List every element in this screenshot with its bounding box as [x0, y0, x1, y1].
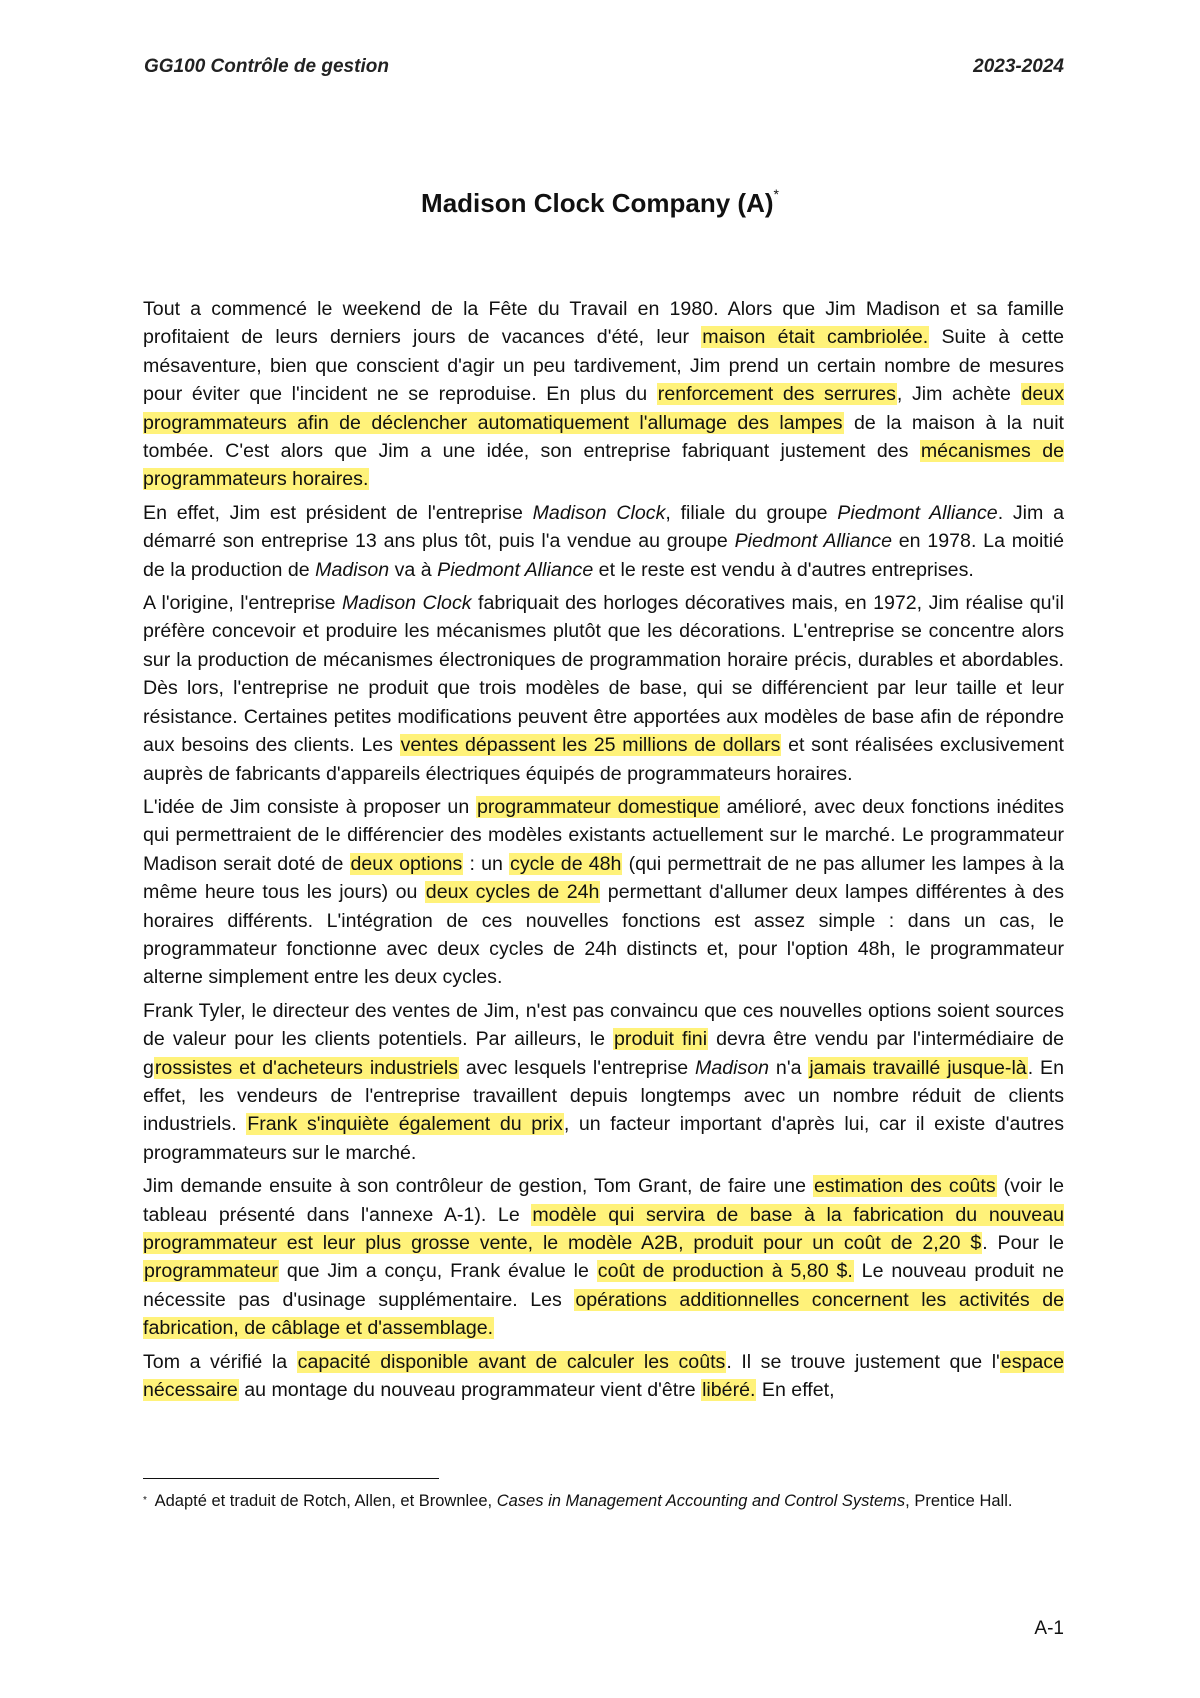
text-segment: , filiale du groupe [665, 501, 838, 524]
text-segment: Tom a vérifié la [143, 1350, 297, 1373]
highlighted-text: jamais travaillé jusque-là [809, 1056, 1027, 1079]
highlighted-text: estimation des coûts [813, 1175, 996, 1198]
text-segment: et sont réalisées exclusivement auprès de fabricants d'appareils électriques équipés de programmateurs horaires. [143, 734, 1065, 785]
text-segment: devra être vendu par l'intermédiaire de g [143, 1028, 1064, 1079]
highlighted-text: maison était cambriolée. [702, 326, 929, 349]
highlighted-text: modèle qui servira de base à la fabrication du nouveau programmateur est leur plus grosse vente, le modèle A2B, produit pour un coût de 2,20 $ [143, 1203, 1065, 1254]
highlighted-text: cycle de 48h [510, 852, 622, 875]
italic-text: Piedmont Alliance [837, 501, 998, 524]
paragraph-7 [143, 1348, 1064, 1405]
text-segment: Jim demande ensuite à son contrôleur de gestion, Tom Grant, de faire une [143, 1175, 813, 1198]
text-segment: Frank Tyler, le directeur des ventes de Jim, n'est pas convaincu que ces nouvelles options soient sources de valeur pour les clients potentiels. Par ailleurs, le [143, 999, 1064, 1051]
highlighted-text: deux options [350, 852, 463, 875]
highlighted-text: capacité disponible avant de calculer les coûts [297, 1350, 726, 1373]
highlighted-text: programmateur [144, 1260, 278, 1283]
footnote-book-title: Cases in Management Accounting and Control Systems [496, 1492, 906, 1510]
highlighted-text: libéré. [702, 1379, 756, 1402]
highlighted-text: deux cycles de 24h [425, 881, 600, 904]
paragraph-3 [143, 589, 1064, 788]
title-footnote-marker: * [773, 186, 779, 202]
text-segment: Suite à cette mésaventure, bien que conscient d'agir un peu tardivement, Jim prend un certain nombre de mesures pour éviter que l'incident ne se reproduise. En plus du [143, 326, 1065, 406]
text-segment: . Il se trouve justement que l' [726, 1350, 1000, 1373]
italic-text: Madison Clock [342, 592, 472, 615]
text-segment: A l'origine, l'entreprise [143, 592, 343, 615]
page-header [144, 56, 1064, 78]
italic-text: Madison [695, 1056, 770, 1079]
text-segment: n'a [769, 1056, 809, 1079]
text-segment: (voir le tableau présenté dans l'annexe A-1). Le [143, 1175, 1064, 1226]
text-segment: avec lesquels l'entreprise [459, 1056, 695, 1079]
text-segment: permettant d'allumer deux lampes différentes à des horaires différents. L'intégration de ces nouvelles fonctions est assez simple : dans un cas, le programmateur fonctionne avec deux cycles de 24h distincts et, pour l'option 48h, le programmateur alterne simplement entre les deux cycles. [143, 881, 1064, 989]
paragraph-6 [143, 1172, 1064, 1342]
highlighted-text: deux programmateurs afin de déclencher automatiquement l'allumage des lampes [143, 383, 1065, 434]
footnote-text-before: Adapté et traduit de Rotch, Allen, et Brownlee, [150, 1492, 497, 1510]
course-name: GG100 Contrôle de gestion [144, 56, 389, 77]
text-segment: . Pour le [982, 1232, 1064, 1254]
italic-text: Madison Clock [532, 501, 666, 524]
text-segment: . Jim a démarré son entreprise 13 ans plus tôt, puis l'a vendue au groupe [143, 501, 1064, 553]
text-segment: (qui permettrait de ne pas allumer les lampes à la même heure tous les jours) ou [143, 852, 1064, 904]
text-segment: , Jim achète [896, 383, 1021, 406]
text-segment: au montage du nouveau programmateur vient d'être [238, 1379, 702, 1402]
footnote-text-after: , Prentice Hall. [905, 1492, 1013, 1510]
text-segment: L'idée de Jim consiste à proposer un [143, 795, 476, 818]
highlighted-text: coût de production à 5,80 $. [597, 1260, 853, 1283]
document-title [0, 188, 1200, 219]
footnote-divider [143, 1478, 439, 1479]
text-segment: Tout a commencé le weekend de la Fête du Travail en 1980. Alors que Jim Madison et sa famille profitaient de leurs derniers jours de vacances d'été, leur [143, 298, 1064, 349]
text-segment: , un facteur important d'après lui, car il existe d'autres programmateurs sur le marché. [143, 1113, 1064, 1164]
case-body [143, 295, 1064, 1409]
paragraph-2 [143, 499, 1064, 584]
highlighted-text: renforcement des serrures [657, 383, 896, 406]
text-segment: et le reste est vendu à d'autres entreprises. [593, 558, 974, 581]
text-segment: En effet, Jim est président de l'entreprise [143, 501, 533, 524]
highlighted-text: rossistes et d'acheteurs industriels [154, 1056, 459, 1079]
text-segment: que Jim a conçu, Frank évalue le [278, 1260, 597, 1283]
text-segment: En effet, [756, 1379, 835, 1402]
footnote-marker: * [143, 1495, 147, 1506]
text-segment: amélioré, avec deux fonctions inédites qui permettraient de le différencier des modèles existants actuellement sur le marché. Le programmateur Madison serait doté de [143, 795, 1064, 875]
paragraph-1 [143, 295, 1064, 494]
page-number: A-1 [1034, 1618, 1064, 1639]
title-text: Madison Clock Company (A) [421, 188, 774, 218]
highlighted-text: ventes dépassent les 25 millions de dollars [400, 734, 781, 757]
highlighted-text: programmateur domestique [476, 795, 719, 818]
text-segment: de la maison à la nuit tombée. C'est alors que Jim a une idée, son entreprise fabriquant justement des [143, 411, 1065, 463]
italic-text: Madison [315, 558, 390, 581]
text-segment: fabriquait des horloges décoratives mais, en 1972, Jim réalise qu'il préfère concevoir et produire les mécanismes plutôt que les décorations. L'entreprise se concentre alors sur la production de mécanismes électroniques de programmation horaire précis, durables et abordables. Dès lors, l'entreprise ne produit que trois modèles de base, qui se différencient par leur taille et leur résistance. Certaines petites modifications peuvent être apportées aux modèles de base afin de répondre aux besoins des clients. Les [143, 592, 1064, 757]
text-segment: va à [389, 558, 438, 581]
italic-text: Piedmont Alliance [734, 530, 893, 553]
highlighted-text: espace nécessaire [143, 1350, 1064, 1402]
paragraph-4 [143, 793, 1064, 992]
text-segment: . En effet, les vendeurs de l'entreprise travaillent depuis longtemps avec un nombre réduit de clients industriels. [143, 1056, 1064, 1136]
footnote [143, 1488, 1064, 1514]
highlighted-text: Frank s'inquiète également du prix [247, 1113, 563, 1136]
highlighted-text: mécanismes de programmateurs horaires. [143, 440, 1064, 491]
highlighted-text: opérations additionnelles concernent les activités de fabrication, de câblage et d'assemblage. [143, 1288, 1064, 1340]
text-segment: : un [463, 852, 510, 875]
text-segment: en 1978. La moitié de la production de [143, 530, 1065, 581]
academic-year: 2023-2024 [973, 56, 1064, 77]
text-segment: Le nouveau produit ne nécessite pas d'usinage supplémentaire. Les [143, 1260, 1064, 1311]
italic-text: Piedmont Alliance [437, 558, 594, 581]
highlighted-text: produit fini [614, 1028, 708, 1051]
paragraph-5 [143, 997, 1064, 1167]
